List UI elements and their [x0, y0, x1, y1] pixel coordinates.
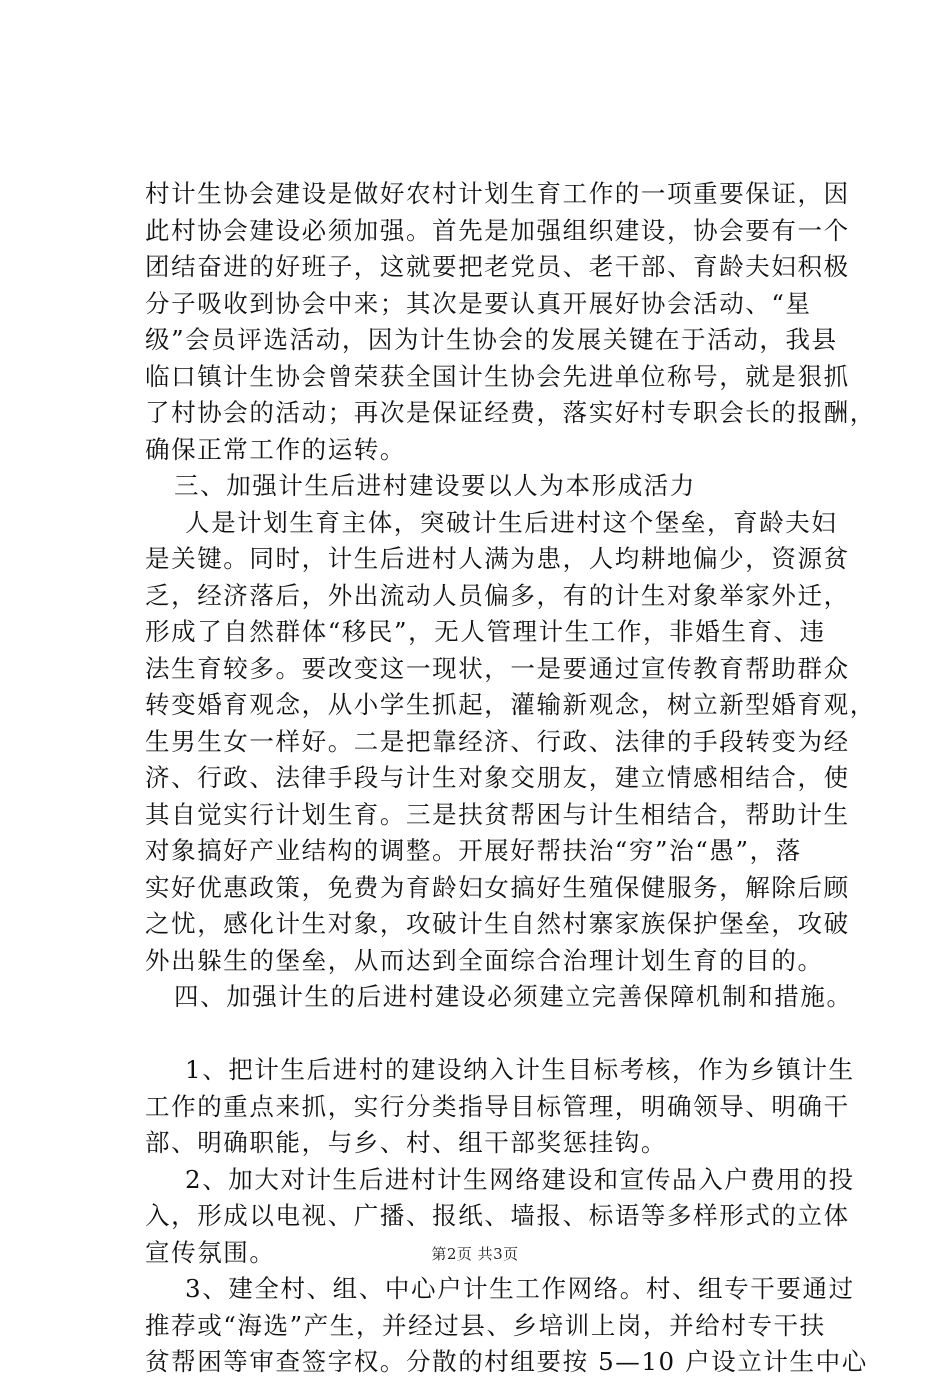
text-line: 村计生协会建设是做好农村计划生育工作的一项重要保证，因 [145, 179, 850, 208]
text-line: 四、加强计生的后进村建设必须建立完善保障机制和措施。 [174, 982, 853, 1011]
text-line: 3、建全村、组、中心户计生工作网络。村、组专干要通过 [185, 1274, 855, 1303]
text-line: 确保正常工作的运转。 [145, 434, 406, 464]
text-line: 转变婚育观念，从小学生抓起，灌输新观念，树立新型婚育观， [145, 690, 876, 719]
text-line: 临口镇计生协会曾荣获全国计生协会先进单位称号，就是狠抓 [145, 361, 850, 391]
text-line: 之忧，感化计生对象，攻破计生自然村寨家族保护堡垒，攻破 [145, 909, 850, 938]
text-line: 入，形成以电视、广播、报纸、墙报、标语等多样形式的立体 [145, 1201, 850, 1230]
section-heading [145, 468, 835, 505]
text-line: 级”会员评选活动，因为计生协会的发展关键在于活动，我县 [145, 325, 838, 354]
text-line: 了村协会的活动；再次是保证经费，落实好村专职会长的报酬， [145, 398, 876, 427]
section-heading [145, 979, 853, 1016]
text-line: 其自觉实行计划生育。三是扶贫帮困与计生相结合，帮助计生 [145, 799, 850, 829]
document-body [145, 176, 876, 1381]
text-line: 工作的重点来抓，实行分类指导目标管理，明确领导、明确干 [145, 1091, 850, 1121]
text-line: 乏，经济落后，外出流动人员偏多，有的计生对象举家外迁， [145, 580, 850, 610]
text-line: 团结奋进的好班子，这就要把老党员、老干部、育龄夫妇积极 [145, 252, 850, 281]
text-line: 分子吸收到协会中来；其次是要认真开展好协会活动、“星 [145, 288, 812, 318]
text-line: 济、行政、法律手段与计生对象交朋友，建立情感相结合，使 [145, 763, 850, 792]
text-line: 法生育较多。要改变这一现状，一是要通过宣传教育帮助群众 [145, 653, 850, 683]
text-line: 1、把计生后进村的建设纳入计生目标考核，作为乡镇计生 [185, 1055, 855, 1084]
blank-line [145, 1016, 835, 1053]
page-footer: 第2页 共3页 [431, 1245, 519, 1263]
text-line: 是关键。同时，计生后进村人满为患，人均耕地偏少，资源贫 [145, 544, 850, 573]
paragraph [145, 1052, 855, 1162]
text-line: 对象搞好产业结构的调整。开展好帮扶治“穷”治“愚”，落 [145, 836, 802, 865]
text-line: 此村协会建设必须加强。首先是加强组织建设，协会要有一个 [145, 215, 850, 245]
text-line: 2、加大对计生后进村计生网络建设和宣传品入户费用的投 [185, 1164, 855, 1194]
text-line: 人是计划生育主体，突破计生后进村这个堡垒，育龄夫妇 [185, 507, 838, 537]
paragraph [145, 1271, 868, 1381]
text-line: 推荐或“海选”产生，并经过县、乡培训上岗，并给村专干扶 [145, 1310, 826, 1340]
text-line: 生男生女一样好。二是把靠经济、行政、法律的手段转变为经 [145, 726, 850, 756]
text-line: 外出躲生的堡垒，从而达到全面综合治理计划生育的目的。 [145, 945, 824, 975]
paragraph [145, 176, 876, 468]
text-line: 实好优惠政策，免费为育龄妇女搞好生殖保健服务，解除后顾 [145, 872, 850, 902]
paragraph [145, 505, 876, 980]
text-line: 宣传氛围。 [145, 1237, 276, 1267]
text-line: 三、加强计生后进村建设要以人为本形成活力 [174, 471, 696, 500]
text-line: 形成了自然群体“移民”，无人管理计生工作，非婚生育、违 [145, 617, 826, 646]
text-line: 贫帮困等审查签字权。分散的村组要按 5—10 户设立计生中心 [145, 1347, 868, 1376]
text-line: 部、明确职能，与乡、村、组干部奖惩挂钩。 [145, 1128, 667, 1157]
